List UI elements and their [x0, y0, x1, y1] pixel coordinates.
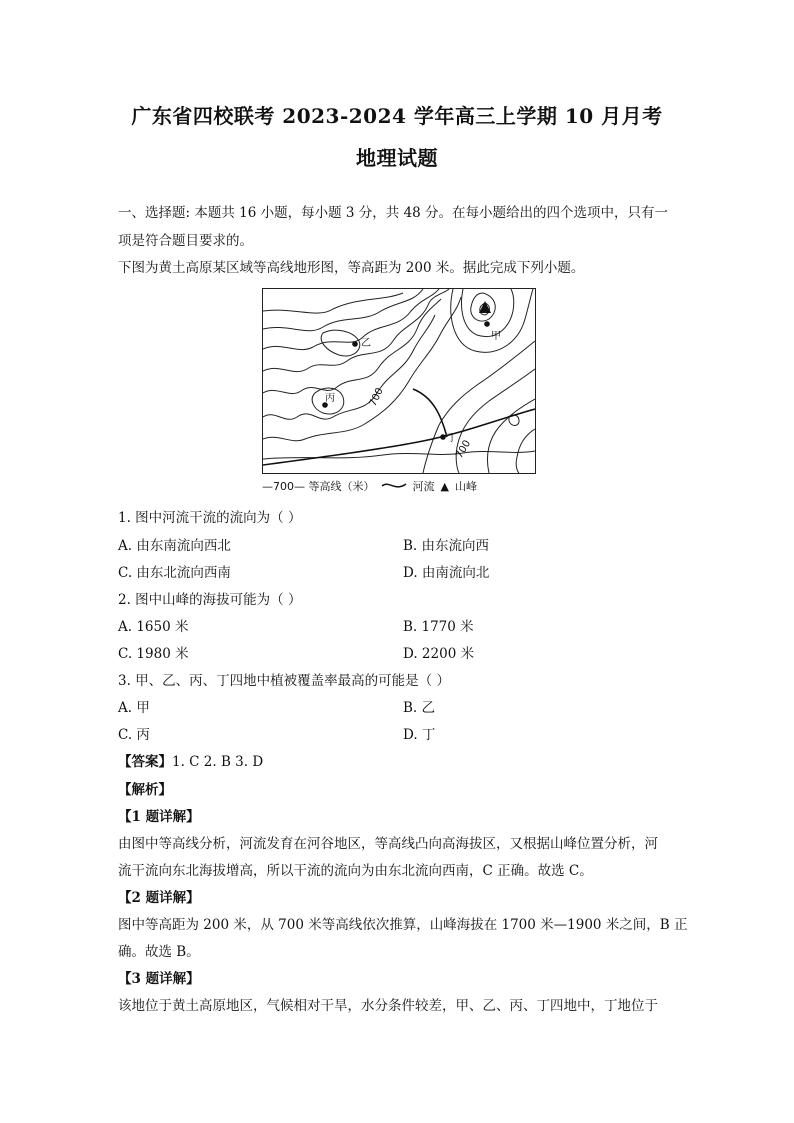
detail-heading: 【3 题详解】 [118, 971, 200, 987]
option: D. 2200 米 [403, 646, 475, 662]
option: A. 1650 米 [118, 619, 189, 635]
answer-line [118, 752, 263, 772]
option: D. 由南流向北 [403, 565, 490, 581]
contour-line [487, 399, 535, 473]
page-subtitle: 地理试题 [356, 146, 438, 170]
option: B. 1770 米 [403, 619, 474, 635]
detail-text: 流干流向东北海拔增高，所以干流的流向为由东北流向西南，C 正确。故选 C。 [118, 863, 593, 879]
map-legend [262, 478, 542, 494]
point-jia [484, 321, 490, 327]
option: D. 丁 [403, 727, 436, 743]
detail-text: 由图中等高线分析，河流发育在河谷地区，等高线凸向高海拔区，又根据山峰位置分析，河 [118, 836, 658, 852]
river-legend-icon [381, 480, 407, 492]
contour-line [263, 289, 423, 331]
point-ding [440, 434, 446, 440]
detail-text: 确。故选 B。 [118, 944, 200, 960]
option: C. 由东北流向西南 [118, 565, 231, 581]
legend-river: 河流 [412, 480, 435, 493]
intro-line: 一、选择题: 本题共 16 小题，每小题 3 分，共 48 分。在每小题给出的四个选项中，只有一 [118, 205, 669, 221]
river-branch [413, 389, 447, 437]
option: C. 丙 [118, 727, 150, 743]
label-contour-700: 700 [454, 438, 474, 461]
option: A. 甲 [118, 700, 150, 716]
contour-line [263, 299, 441, 394]
label-ding: 丁 [447, 433, 457, 444]
detail-text: 该地位于黄土高原地区，气候相对干旱，水分条件较差，甲、乙、丙、丁四地中，丁地位于 [118, 998, 658, 1014]
question-stem: 2. 图中山峰的海拔可能为（ ） [118, 592, 302, 608]
legend-contour: —700— 等高线（米） [262, 480, 375, 493]
contour-line [263, 315, 435, 419]
contour-map [262, 288, 536, 474]
intro-line: 项是符合题目要求的。 [118, 233, 253, 249]
option: B. 由东流向西 [403, 538, 490, 554]
analysis-label: 【解析】 [118, 782, 172, 798]
intro-line: 下图为黄土高原某区域等高线地形图，等高距为 200 米。据此完成下列小题。 [118, 260, 585, 276]
detail-heading: 【2 题详解】 [118, 890, 200, 906]
label-jia: 甲 [491, 331, 501, 342]
detail-heading: 【1 题详解】 [118, 809, 200, 825]
answer-label: 【答案】 [118, 754, 172, 770]
label-contour-700: 700 [367, 386, 386, 409]
question-stem: 3. 甲、乙、丙、丁四地中植被覆盖率最高的可能是（ ） [118, 673, 450, 689]
legend-peak: 山峰 [454, 480, 477, 493]
contour-map-svg [263, 289, 535, 473]
detail-text: 图中等高距为 200 米，从 700 米等高线依次推算，山峰海拔在 1700 米—1900 米之间，B 正 [118, 917, 688, 933]
question-stem: 1. 图中河流干流的流向为（ ） [118, 510, 302, 526]
point-yi [352, 341, 358, 347]
page-title: 广东省四校联考 2023-2024 学年高三上学期 10 月月考 [131, 104, 663, 128]
option: B. 乙 [403, 700, 436, 716]
answer-values: 1. C 2. B 3. D [172, 754, 264, 770]
option: C. 1980 米 [118, 646, 189, 662]
river-main [263, 409, 535, 465]
option: A. 由东南流向西北 [118, 538, 231, 554]
legend-peak-icon: ▲ [440, 479, 449, 493]
label-bing: 丙 [325, 393, 335, 404]
contour-line [263, 451, 535, 459]
label-yi: 乙 [361, 338, 371, 349]
